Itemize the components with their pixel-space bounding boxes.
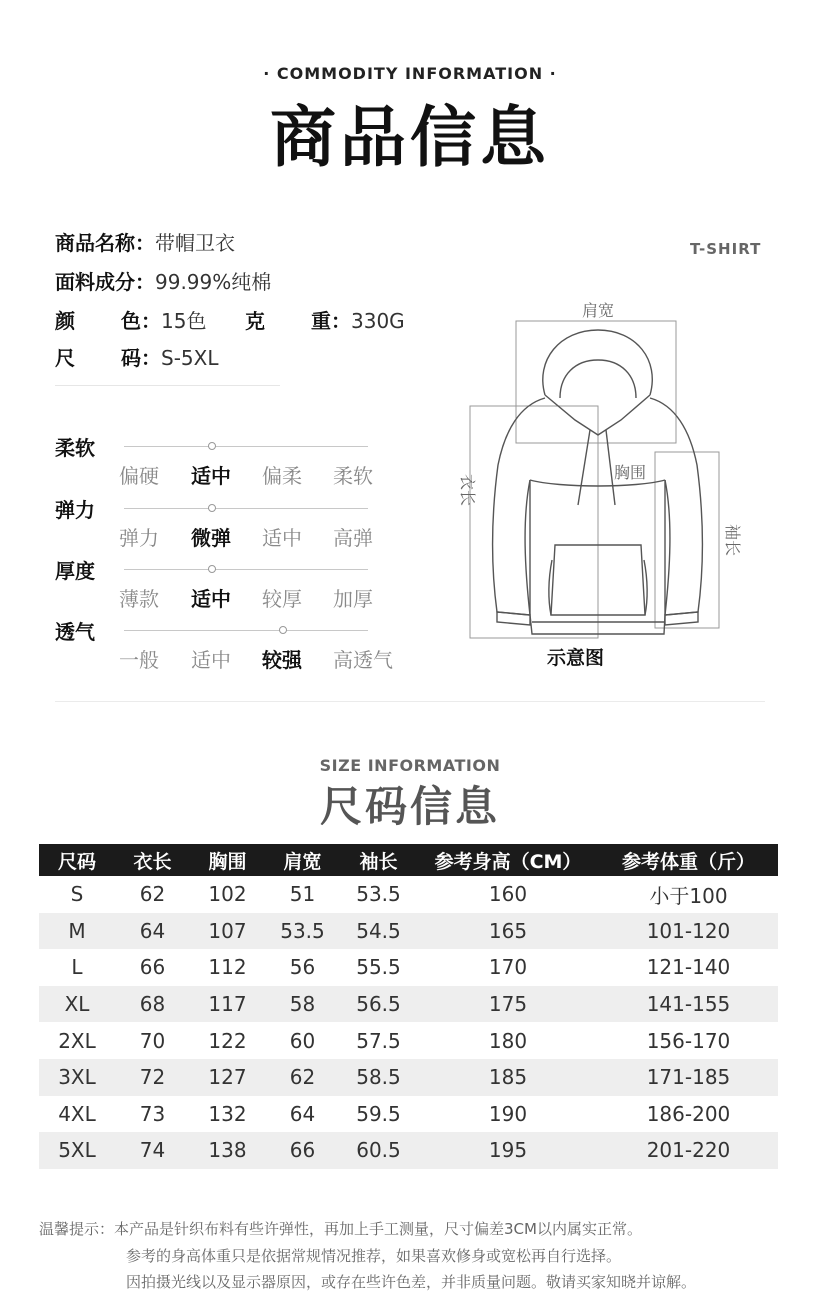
table-body bbox=[39, 876, 778, 1169]
table-header-row bbox=[39, 844, 778, 876]
property-option: 微弹 bbox=[191, 526, 231, 550]
info-label-color-1: 颜 bbox=[55, 309, 75, 333]
info-label-color-2: 色： bbox=[121, 309, 161, 333]
table-cell: 70 bbox=[139, 1028, 166, 1053]
table-cell: 57.5 bbox=[356, 1028, 401, 1053]
property-option: 偏硬 bbox=[119, 464, 159, 488]
info-label-size-2: 码： bbox=[121, 346, 161, 370]
property-scale-line bbox=[124, 508, 368, 509]
table-row bbox=[39, 949, 778, 986]
table-cell: 112 bbox=[208, 955, 247, 980]
table-cell: 185 bbox=[417, 1059, 599, 1096]
property-option: 偏柔 bbox=[262, 464, 302, 488]
table-cell: 64 bbox=[289, 1101, 316, 1126]
length-box bbox=[470, 406, 598, 638]
table-header-cell: 胸围 bbox=[190, 844, 265, 876]
property-option: 高透气 bbox=[333, 648, 393, 672]
note-text-3: 因拍摄光线以及显示器原因，或存在些许色差，并非质量问题。敬请买家知晓并谅解。 bbox=[126, 1273, 697, 1291]
info-value-color: 15色 bbox=[161, 309, 207, 333]
property-option: 适中 bbox=[191, 464, 231, 488]
table-cell: 101-120 bbox=[599, 913, 778, 950]
table-cell: M bbox=[39, 913, 115, 950]
note-text-2: 参考的身高体重只是依据常规情况推荐，如果喜欢修身或宽松再自行选择。 bbox=[126, 1247, 622, 1265]
info-row-name bbox=[55, 230, 235, 256]
table-cell: 122 bbox=[208, 1028, 247, 1053]
diagram-label-length: 衣长 bbox=[458, 473, 477, 507]
size-section-title: 尺码信息 bbox=[319, 782, 500, 831]
table-cell: 66 bbox=[265, 1132, 340, 1169]
property-option: 较强 bbox=[262, 648, 302, 672]
table-cell: 102 bbox=[208, 882, 247, 907]
property-name: 透气 bbox=[55, 620, 95, 644]
section-divider bbox=[55, 701, 765, 702]
table-cell: 201-220 bbox=[599, 1132, 778, 1169]
property-scale-marker bbox=[208, 565, 216, 573]
table-cell: 127 bbox=[190, 1059, 265, 1096]
property-option: 适中 bbox=[191, 587, 231, 611]
property-scale-line bbox=[124, 446, 368, 447]
hoodie-diagram bbox=[440, 290, 770, 650]
info-value-fabric: 99.99%纯棉 bbox=[155, 270, 272, 294]
table-cell: 53.5 bbox=[265, 913, 340, 950]
property-name: 柔软 bbox=[55, 436, 95, 460]
table-cell: 195 bbox=[417, 1132, 599, 1169]
section-subtitle: · COMMODITY INFORMATION · bbox=[263, 64, 557, 83]
table-cell: 141-155 bbox=[599, 986, 778, 1023]
table-cell: 175 bbox=[417, 986, 599, 1023]
table-cell: 121-140 bbox=[646, 955, 731, 980]
property-option: 柔软 bbox=[333, 464, 373, 488]
table-cell: 64 bbox=[115, 913, 190, 950]
table-cell: 小于100 bbox=[649, 883, 728, 908]
property-option: 较厚 bbox=[262, 587, 302, 611]
table-row bbox=[39, 986, 778, 1023]
table-cell: L bbox=[71, 955, 83, 980]
info-row-fabric bbox=[55, 269, 271, 295]
table-cell: S bbox=[70, 882, 84, 907]
property-option: 加厚 bbox=[333, 587, 373, 611]
table-cell: 62 bbox=[139, 882, 166, 907]
info-row-color-weight bbox=[55, 308, 405, 334]
page-title-wrap bbox=[0, 100, 820, 176]
table-cell: 55.5 bbox=[356, 955, 401, 980]
note-line-1 bbox=[39, 1218, 642, 1239]
table-cell: 5XL bbox=[39, 1132, 115, 1169]
table-cell: 60.5 bbox=[340, 1132, 417, 1169]
property-scale-line bbox=[124, 630, 368, 631]
table-row bbox=[39, 913, 778, 950]
table-cell: 62 bbox=[265, 1059, 340, 1096]
table-cell: 132 bbox=[208, 1101, 247, 1126]
property-scale-marker bbox=[279, 626, 287, 634]
info-label-size-1: 尺 bbox=[55, 346, 75, 370]
table-cell: 66 bbox=[139, 955, 166, 980]
info-value-name: 带帽卫衣 bbox=[155, 231, 235, 255]
info-label-weight-1: 克 bbox=[245, 309, 265, 333]
info-value-size: S-5XL bbox=[161, 346, 219, 370]
table-cell: 165 bbox=[417, 913, 599, 950]
table-cell: 4XL bbox=[58, 1101, 96, 1126]
table-cell: 54.5 bbox=[340, 913, 417, 950]
diagram-label-chest: 胸围 bbox=[613, 463, 647, 482]
diagram-label-shoulder: 肩宽 bbox=[581, 301, 615, 320]
table-row bbox=[39, 1096, 778, 1133]
table-cell: 58.5 bbox=[340, 1059, 417, 1096]
property-option: 适中 bbox=[262, 526, 302, 550]
property-option: 高弹 bbox=[333, 526, 373, 550]
info-divider bbox=[55, 385, 280, 386]
table-row bbox=[39, 1022, 778, 1059]
property-option: 适中 bbox=[191, 648, 231, 672]
table-header-cell: 肩宽 bbox=[265, 844, 340, 876]
property-option: 薄款 bbox=[119, 587, 159, 611]
table-header-cell: 尺码 bbox=[39, 844, 115, 876]
table-cell: 72 bbox=[115, 1059, 190, 1096]
tshirt-tag: T-SHIRT bbox=[690, 240, 762, 258]
table-cell: 160 bbox=[488, 882, 528, 907]
table-cell: XL bbox=[39, 986, 115, 1023]
property-scale-marker bbox=[208, 442, 216, 450]
table-cell: 107 bbox=[190, 913, 265, 950]
table-cell: 138 bbox=[190, 1132, 265, 1169]
page-title: 商品信息 bbox=[270, 99, 550, 176]
table-cell: 60 bbox=[289, 1028, 316, 1053]
table-cell: 170 bbox=[488, 955, 528, 980]
table-header-cell: 衣长 bbox=[115, 844, 190, 876]
table-cell: 51 bbox=[289, 882, 316, 907]
diagram-label-sleeve: 袖长 bbox=[723, 523, 742, 557]
property-option: 弹力 bbox=[119, 526, 159, 550]
table-cell: 3XL bbox=[39, 1059, 115, 1096]
table-cell: 56.5 bbox=[340, 986, 417, 1023]
property-option: 一般 bbox=[119, 648, 159, 672]
size-table bbox=[39, 844, 778, 1169]
info-value-weight: 330G bbox=[351, 309, 405, 333]
size-section-subtitle: SIZE INFORMATION bbox=[319, 756, 501, 775]
diagram-caption: 示意图 bbox=[547, 647, 605, 669]
table-cell: 56 bbox=[289, 955, 316, 980]
info-label-name: 商品名称： bbox=[55, 231, 155, 255]
table-cell: 156-170 bbox=[646, 1028, 731, 1053]
table-row bbox=[39, 1132, 778, 1169]
table-header-cell: 参考体重（斤） bbox=[599, 844, 778, 876]
property-scale-line bbox=[124, 569, 368, 570]
table-row bbox=[39, 876, 778, 913]
table-header-cell: 参考身高（CM） bbox=[417, 844, 599, 876]
info-label-weight-2: 重： bbox=[311, 309, 351, 333]
table-cell: 58 bbox=[265, 986, 340, 1023]
table-cell: 180 bbox=[488, 1028, 528, 1053]
note-label: 温馨提示： bbox=[39, 1220, 115, 1238]
table-cell: 2XL bbox=[58, 1028, 96, 1053]
table-cell: 53.5 bbox=[356, 882, 401, 907]
table-cell: 68 bbox=[115, 986, 190, 1023]
table-cell: 59.5 bbox=[356, 1101, 401, 1126]
table-cell: 171-185 bbox=[599, 1059, 778, 1096]
info-label-fabric: 面料成分： bbox=[55, 270, 155, 294]
table-cell: 117 bbox=[190, 986, 265, 1023]
table-header-cell: 袖长 bbox=[340, 844, 417, 876]
table-row bbox=[39, 1059, 778, 1096]
table-cell: 74 bbox=[115, 1132, 190, 1169]
info-row-size bbox=[55, 345, 218, 371]
note-text-1: 本产品是针织布料有些许弹性，再加上手工测量，尺寸偏差3CM以内属实正常。 bbox=[114, 1220, 642, 1238]
table-cell: 190 bbox=[488, 1101, 528, 1126]
property-name: 弹力 bbox=[55, 498, 95, 522]
property-scale-marker bbox=[208, 504, 216, 512]
property-name: 厚度 bbox=[55, 559, 95, 583]
table-cell: 186-200 bbox=[646, 1101, 731, 1126]
table-cell: 73 bbox=[139, 1101, 166, 1126]
